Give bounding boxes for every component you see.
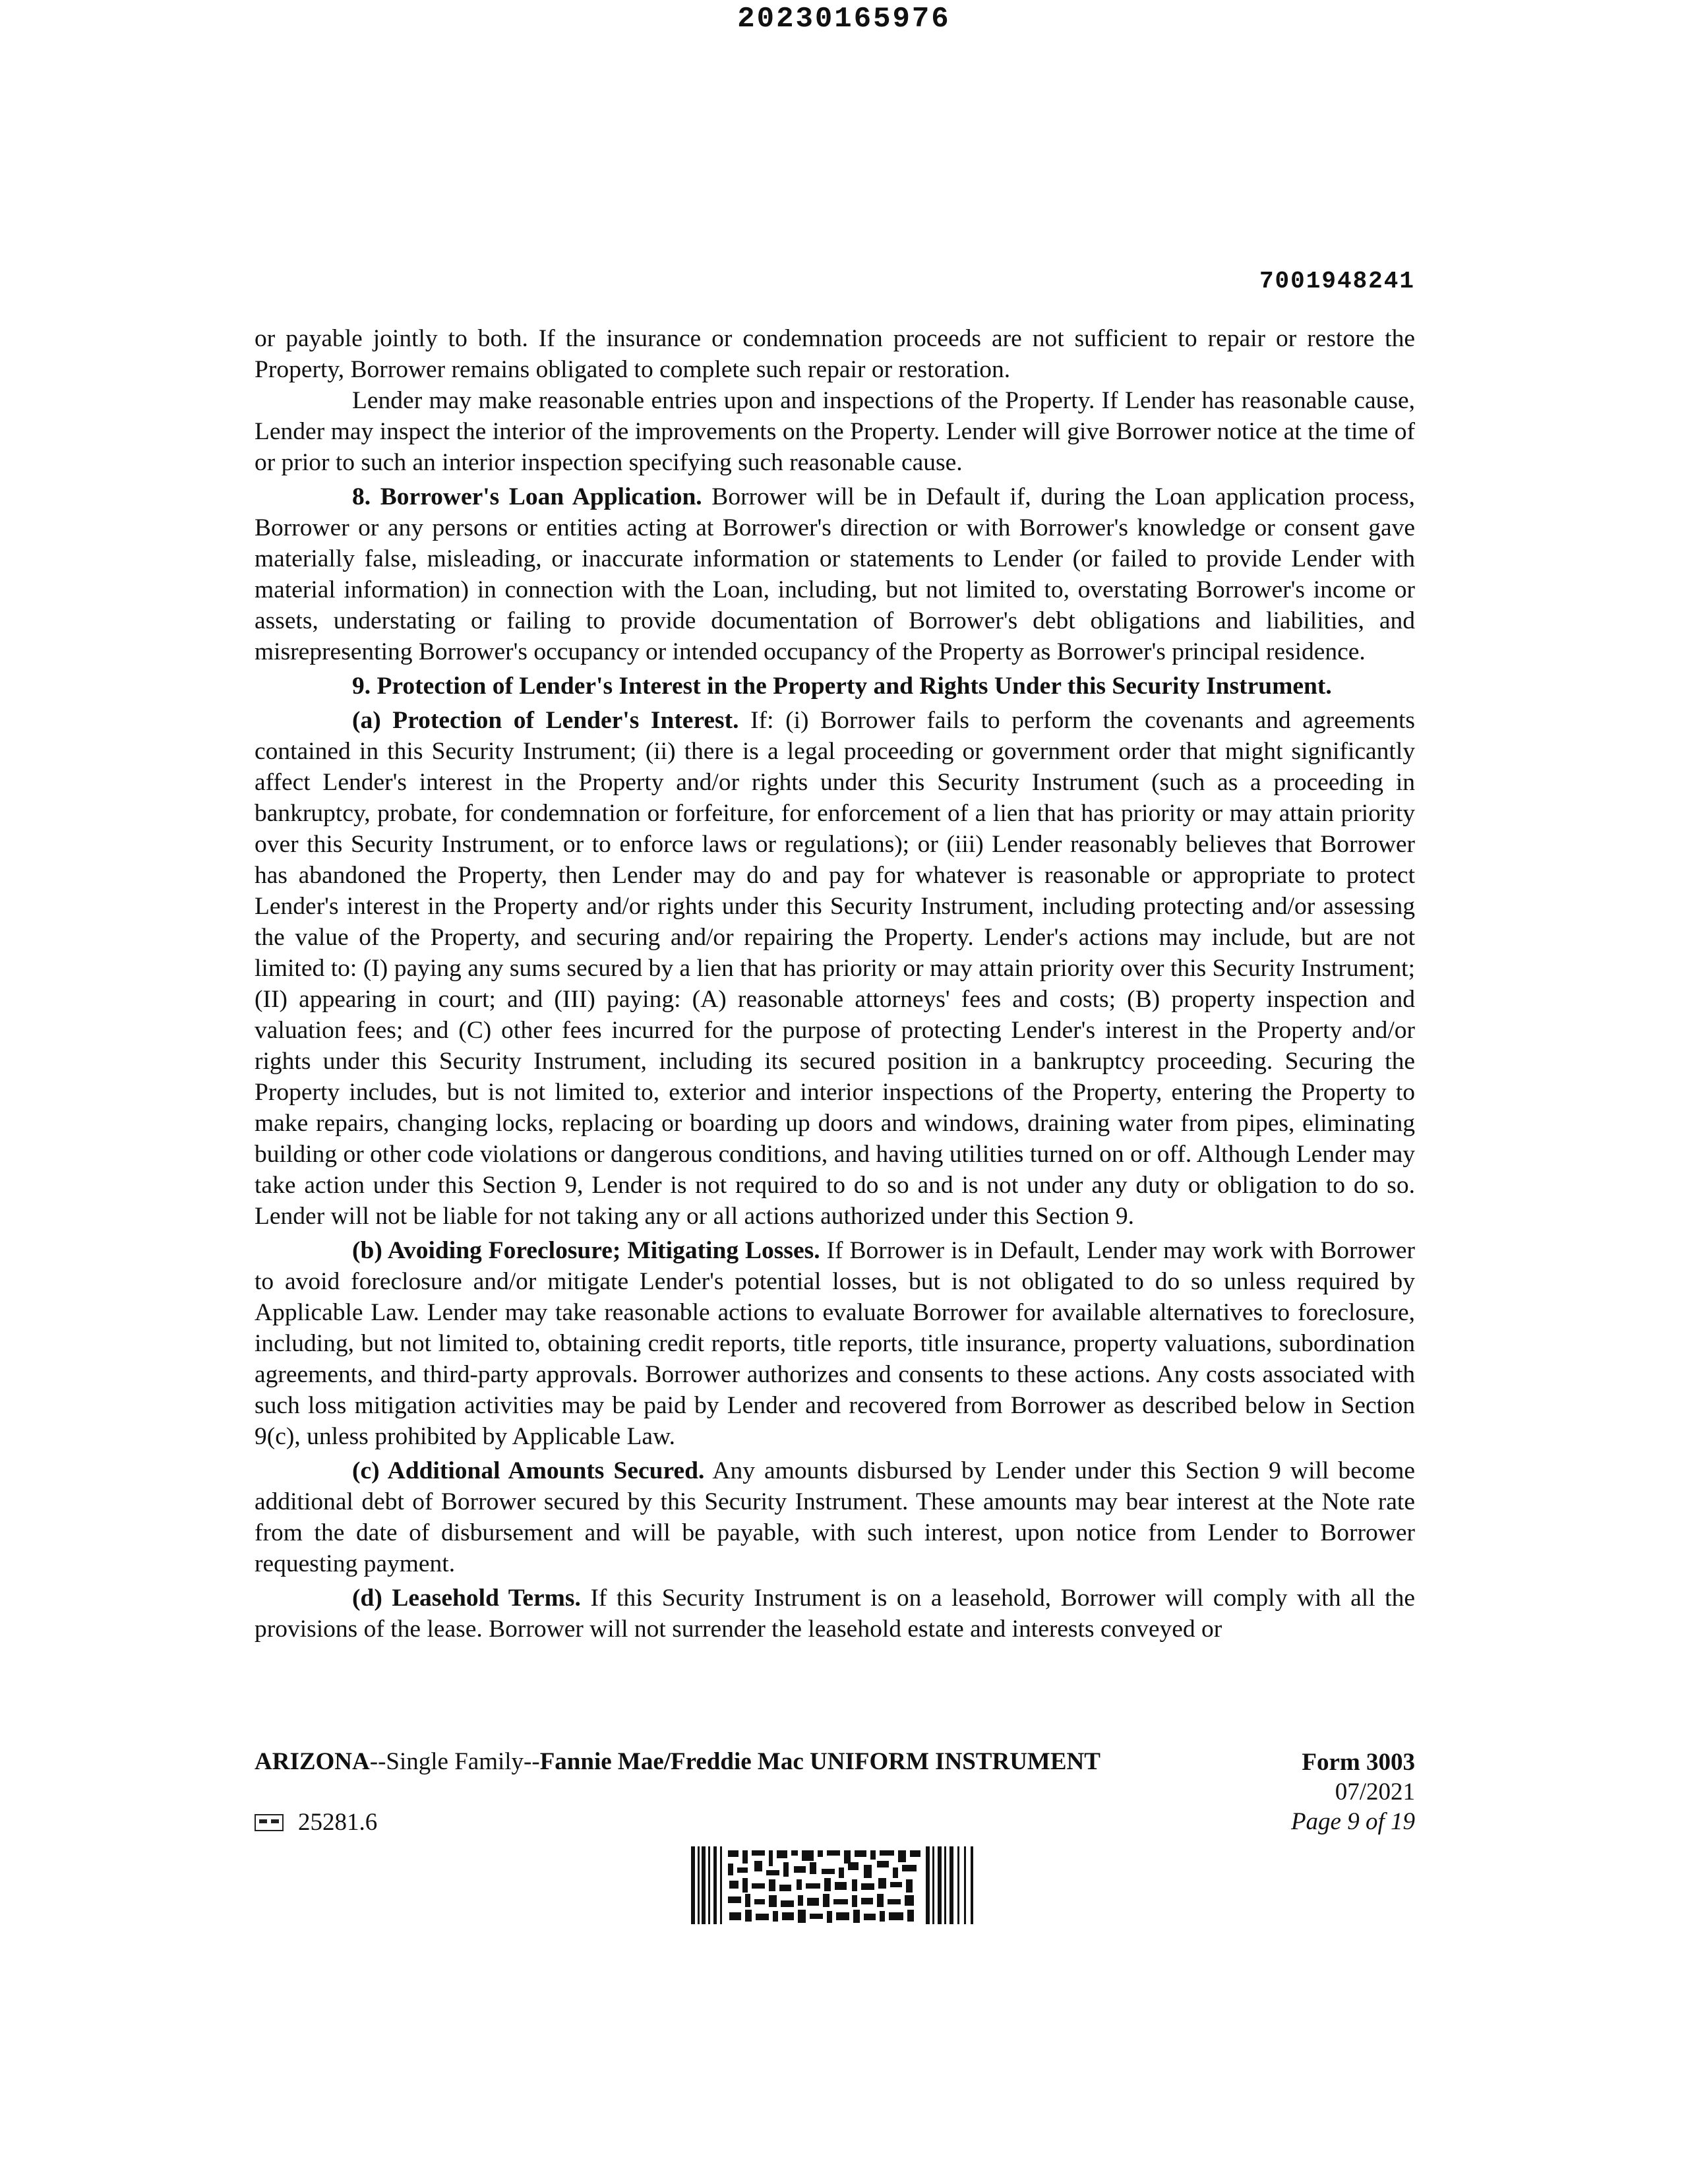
- section-9-heading: [255, 671, 1415, 702]
- page-number: Page 9 of 19: [1290, 1808, 1415, 1835]
- barcode-icon: [691, 1846, 979, 1924]
- loan-number: 7001948241: [1259, 268, 1415, 295]
- section-9a-text: If: (i) Borrower fails to perform the covenants and agreements contained in this Security Instrument; (ii) there is a legal proceeding or government order that might significantly affect Lender's interest in the Property and/or rights under this Security Instrument (such as a proceeding in bankruptcy, probate, for condemnation or forfeiture, for enforcement of a lien that has priority or may attain priority over this Security Instrument, or to enforce laws or regulations); or (iii) Lender reasonably believes that Borrower has abandoned the Property, then Lender may do and pay for whatever is reasonable or appropriate to protect Lender's interest in the Property and/or rights under this Security Instrument, including protecting and/or assessing the value of the Property, and securing and/or repairing the Property. Lender's actions may include, but are not limited to: (I) paying any sums secured by a lien that has priority or may attain priority over this Security Instrument; (II) appearing in court; and (III) paying: (A) reasonable attorneys' fees and costs; (B) property inspection and valuation fees; and (C) other fees incurred for the purpose of protecting Lender's interest in the Property and/or rights under this Security Instrument, including its secured position in a bankruptcy proceeding. Securing the Property includes, but is not limited to, exterior and interior inspections of the Property, entering the Property to make repairs, changing locks, replacing or boarding up doors and windows, draining water from pipes, eliminating building or other code violations or dangerous conditions, and having utilities turned on or off. Although Lender may take action under this Section 9, Lender is not required to do so and is not under any duty or obligation to do so. Lender will not be liable for not taking any or all actions authorized under this Section 9.: [255, 707, 1415, 1230]
- section-8-heading: 8. Borrower's Loan Application.: [352, 483, 702, 510]
- section-9b-text: If Borrower is in Default, Lender may work with Borrower to avoid foreclosure and/or mitigate Lender's potential losses, but is not obligated to do so unless required by Applicable Law. Lender may take reasonable actions to evaluate Borrower for available alternatives to foreclosure, including, but not limited to, obtaining credit reports, title reports, title insurance, property valuations, subordination agreements, and third-party approvals. Borrower authorizes and consents to these actions. Any costs associated with such loss mitigation activities may be paid by Lender and recovered from Borrower as described below in Section 9(c), unless prohibited by Applicable Law.: [255, 1237, 1415, 1450]
- section-9d: [255, 1583, 1415, 1645]
- recording-number: 20230165976: [737, 3, 951, 36]
- form-instrument: Fannie Mae/Freddie Mac UNIFORM INSTRUMENT: [539, 1748, 1100, 1775]
- section-9c: [255, 1455, 1415, 1579]
- doc-code: [255, 1808, 377, 1836]
- section-9c-heading: (c) Additional Amounts Secured.: [352, 1457, 705, 1484]
- section-9-title: 9. Protection of Lender's Interest in the Property and Rights Under this Security Instrument.: [352, 673, 1332, 700]
- form-date: 07/2021: [1335, 1778, 1415, 1805]
- section-9a: [255, 705, 1415, 1232]
- section-9d-heading: (d) Leasehold Terms.: [352, 1585, 581, 1612]
- form-state: ARIZONA: [255, 1748, 370, 1775]
- section-9b-heading: (b) Avoiding Foreclosure; Mitigating Losses.: [352, 1237, 820, 1264]
- document-body: [255, 323, 1415, 1645]
- paragraph-continuation: or payable jointly to both. If the insurance or condemnation proceeds are not sufficient to repair or restore the Property, Borrower remains obligated to complete such repair or restoration.: [255, 325, 1415, 383]
- section-9c-text: Any amounts disbursed by Lender under this Section 9 will become additional debt of Borrower secured by this Security Instrument. These amounts may bear interest at the Note rate from the date of disbursement and will be payable, with such interest, upon notice from Lender to Borrower requesting payment.: [255, 1457, 1416, 1577]
- form-separator: --Single Family--: [369, 1748, 540, 1775]
- form-info: [1291, 1747, 1415, 1836]
- form-number: Form 3003: [1302, 1749, 1415, 1776]
- form-title: [255, 1747, 1100, 1776]
- ellie-mae-logo-icon: [255, 1814, 284, 1831]
- section-9d-text: If this Security Instrument is on a leasehold, Borrower will comply with all the provisions of the lease. Borrower will not surrender the leasehold estate and interests conveyed or: [255, 1585, 1415, 1643]
- section-9b: [255, 1235, 1415, 1452]
- section-8: [255, 481, 1415, 667]
- section-8-text: Borrower will be in Default if, during the Loan application process, Borrower or any persons or entities acting at Borrower's direction or with Borrower's knowledge or consent gave materially false, misleading, or inaccurate information or statements to Lender (or failed to provide Lender with material information) in connection with the Loan, including, but not limited to, overstating Borrower's income or assets, understating or failing to provide documentation of Borrower's debt obligations and liabilities, and misrepresenting Borrower's occupancy or intended occupancy of the Property as Borrower's principal residence.: [255, 483, 1415, 665]
- section-9a-heading: (a) Protection of Lender's Interest.: [352, 707, 739, 734]
- doc-code-number: 25281.6: [298, 1809, 378, 1836]
- paragraph-inspections: Lender may make reasonable entries upon and inspections of the Property. If Lender has reasonable cause, Lender may inspect the interior of the improvements on the Property. Lender will give Borrower notice at the time of or prior to such an interior inspection specifying such reasonable cause.: [255, 387, 1415, 476]
